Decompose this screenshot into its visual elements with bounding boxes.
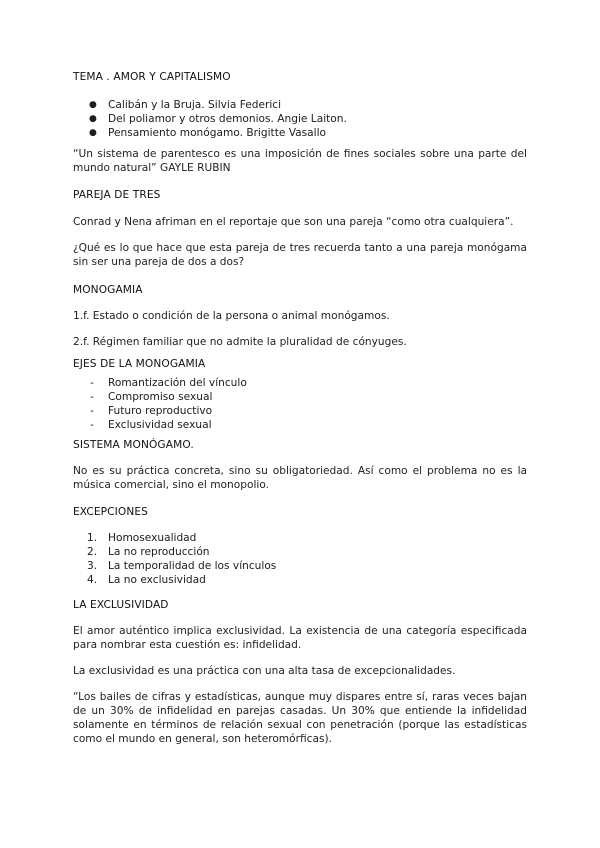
list-item: - Exclusividad sexual — [90, 419, 212, 431]
ejes-list — [73, 376, 527, 432]
list-item: 3. La temporalidad de los vínculos — [87, 560, 277, 572]
paragraph: La exclusividad es una práctica con una alta tasa de excepcionalidades. — [73, 665, 456, 677]
list-item: ● Calibán y la Bruja. Silvia Federici — [89, 99, 282, 111]
heading-pareja-de-tres: PAREJA DE TRES — [73, 189, 161, 201]
paragraph: “Los bailes de cifras y estadísticas, aunque muy dispares entre sí, raras veces bajan de un 30% de infidelidad en parejas casadas. Un 30% que entiende la infidelidad solamente en términos de relación sexual con penetración (porque las estadísticas como el mundo en general, son heteromórficas). — [73, 691, 527, 745]
list-item: ● Del poliamor y otros demonios. Angie Laiton. — [89, 113, 347, 125]
definition-1: 1.f. Estado o condición de la persona o animal monógamos. — [73, 310, 390, 322]
heading-excepciones: EXCEPCIONES — [73, 506, 148, 518]
rubin-quote: “Un sistema de parentesco es una imposición de fines sociales sobre una parte del mundo natural” GAYLE RUBIN — [73, 148, 527, 174]
bullet-icon: ● — [89, 114, 97, 124]
excepciones-list — [73, 531, 527, 587]
list-item: - Romantización del vínculo — [90, 377, 247, 389]
paragraph: ¿Qué es lo que hace que esta pareja de tres recuerda tanto a una pareja monógama sin ser una pareja de dos a dos? — [73, 242, 527, 268]
heading-ejes: EJES DE LA MONOGAMIA — [73, 358, 206, 370]
list-item: - Futuro reproductivo — [90, 405, 213, 417]
list-item: 4. La no exclusividad — [87, 574, 206, 586]
bullet-icon: ● — [89, 128, 97, 138]
paragraph: El amor auténtico implica exclusividad. La existencia de una categoría especificada para nombrar esta cuestión es: infidelidad. — [73, 625, 527, 651]
list-item: 2. La no reproducción — [87, 546, 210, 558]
list-item: - Compromiso sexual — [90, 391, 213, 403]
list-item: ● Pensamiento monógamo. Brigitte Vasallo — [89, 127, 327, 139]
paragraph: Conrad y Nena afriman en el reportaje que son una pareja “como otra cualquiera”. — [73, 216, 514, 228]
heading-sistema: SISTEMA MONÓGAMO. — [73, 439, 194, 451]
paragraph: No es su práctica concreta, sino su obligatoriedad. Así como el problema no es la música comercial, sino el monopolio. — [73, 465, 527, 491]
bullet-icon: ● — [89, 100, 97, 110]
document-page — [73, 70, 527, 746]
document-title: TEMA . AMOR Y CAPITALISMO — [73, 71, 231, 83]
heading-exclusividad: LA EXCLUSIVIDAD — [73, 599, 169, 611]
list-item: 1. Homosexualidad — [87, 532, 197, 544]
heading-monogamia: MONOGAMIA — [73, 284, 143, 296]
definition-2: 2.f. Régimen familiar que no admite la pluralidad de cónyuges. — [73, 336, 407, 348]
reference-list — [73, 98, 527, 140]
